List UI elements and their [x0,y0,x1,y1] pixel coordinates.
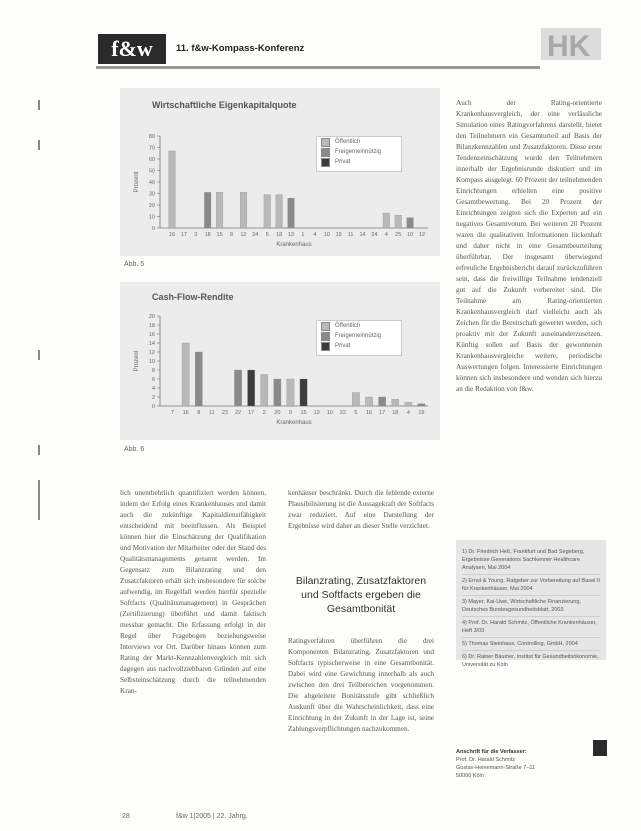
bar [287,379,294,406]
y-tick-label: 4 [151,386,155,392]
figure-caption: Abb. 5 [124,261,145,268]
x-tick-label: 19 [418,410,425,416]
x-tick-label: 25 [395,232,402,238]
bar [365,397,372,406]
x-tick-label: 2 [262,410,266,416]
x-tick-label: 12 [418,232,426,238]
x-tick-label: 18 [276,232,283,238]
middle-column-text [288,488,434,568]
x-tick-label: 20 [274,410,281,416]
x-tick-label: 4 [313,232,317,238]
legend-item-freigemeinnuetzig [317,331,401,341]
x-tick-label: 8 [197,410,201,416]
paragraph: Ratingverfahren überführen die drei Komponenten Bilanzrating, Zusatzfaktoren und Softfacts typischerweise in eine Gesamtbonität. Dabei wird eine Gewichtung innerhalb als auch zwischen den drei Teilbereichen vorgenommen. Die abgeleitete Bonitätsstufe gibt schließlich Auskunft über die Wahrscheinlichkeit, dass eine Einrichtung in der Zukunft in der Lage ist, seine Zahlungsverpflichtungen nachzukommen. [288,637,434,733]
end-marker [593,740,607,756]
bar [195,352,202,406]
x-tick-label: 22 [339,410,346,416]
bar [204,192,211,228]
bar [300,379,307,406]
bar [392,399,399,406]
x-axis-label: Krankenhaus [276,242,312,248]
x-tick-label: 23 [221,410,229,416]
bar [276,195,283,228]
y-axis-label: Prozent [134,350,140,372]
references-box [456,540,606,668]
bar [182,343,189,406]
chart-plot [120,88,440,256]
y-tick-label: 50 [148,168,155,175]
x-tick-label: 10 [326,410,333,416]
x-tick-label: 11 [208,410,215,416]
footer-text: f&w 1|2005 | 22. Jahrg. [176,813,248,820]
y-tick-label: 8 [151,368,155,374]
x-tick-label: 18 [204,232,211,238]
x-tick-label: 15 [300,410,307,416]
author-address [456,748,586,780]
paragraph: Auch der Rating-orientierte Krankenhausvergleich, der eine verlässliche Simulation eines Ratingverfahrens darstellt, bietet den Teilnehmern ein Gesamturteil auf Basis der Bilanzkennzahlen und Zusatzfaktoren. Diese erste Tendenzeinschätzung wurde den Teilnehmern innerhalb der Ergebnisrunde diskutiert und im Kompass ausgelegt. 60 Prozent der teilnehmenden Einrichtungen erhielten eine positive Gesamtbewertung. Bei 20 Prozent der Einrichtungen zeigten sich die Experten auf ein negatives Gesamtvotum. Bei weiteren 20 Prozent waren die qualitativen Informationen lückenhaft und daher nicht in eine Gesamtbeurteilung überführbar. Der insgesamt überwiegend erfreuliche Ergebnisbericht darauf zurückzuführen sein, dass die freiwillige Teilnahme tendenziell gut auf die Zukunft vorbereitet sind. Die Teilnahme am Rating-orientierten Krankenhausvergleich darf vielleicht auch als Zeichen für die Bereitschaft gewertet werden, sich proaktiv mit der Zukunft auseinanderzusetzen. Künftig sollen auf Basis der gewonnenen Krankenhausvergleiche weitere, periodische Auswertungen folgen. Interessierte Einrichtungen können sich insbesondere und wenden sich hierzu an die Redaktion von f&w. [456,99,602,393]
y-tick-label: 0 [151,404,155,410]
y-tick-label: 40 [148,180,155,186]
y-tick-label: 12 [148,350,155,356]
x-tick-label: 4 [406,410,410,416]
reference-item: 4) Prof. Dr. Harald Schmitz, Öffentliche Krankenhäuser, Heft 3/03 [462,617,600,638]
bar [395,215,402,228]
y-tick-label: 30 [148,191,155,198]
reference-item: 3) Mayer, Kai-Uwe, Wirtschaftliche Finanzierung, Deutsches Bundesgesundheitsblatt, 2003 [462,596,600,617]
x-tick-label: 10 [407,232,414,238]
x-tick-label: 10 [323,232,330,238]
legend-label: Freigemeinnützig [335,149,382,155]
y-tick-label: 0 [151,226,155,232]
x-tick-label: 22 [234,410,242,416]
bar [418,404,425,406]
svg-text:HK: HK [547,30,591,63]
chart-title: Wirtschaftliche Eigenkapitalquote [152,100,297,110]
x-tick-label: 16 [182,410,189,416]
reference-item: 6) Dr. Rainer Bäumer, Institut für Gesundheitsökonomie, Universität zu Köln [462,654,599,668]
reference-item: 1) Dr. Friedrich Heß, Frankfurt und Bad Segeberg, Ergebnisse Generations Sachkenner Healthcare Analysen, Mai 2004 [462,546,600,575]
x-tick-label: 5 [265,232,269,238]
legend-item-oeffentlich [317,137,401,147]
address-line: Gustav-Heinemann-Straße 7–11 [456,765,536,771]
bar [405,402,412,406]
x-tick-label: 14 [359,232,366,238]
reference-item: 5) Thomas Steinhaus, Controlling, GmbH, 2004 [462,638,600,651]
address-title: Anschrift für die Verfasser: [456,749,527,755]
legend-swatch [321,322,330,331]
y-tick-label: 60 [148,157,155,163]
chart-plot [120,282,440,440]
page-number: 28 [122,813,130,820]
bar [383,213,390,228]
left-column-text [120,488,266,800]
address-line: 50000 Köln [456,773,484,779]
figure-caption: Abb. 6 [124,446,145,453]
legend-swatch [321,138,330,147]
middle-column-text-2 [288,636,434,800]
legend-swatch [321,148,330,157]
x-axis-label: Krankenhaus [276,420,312,426]
bar [264,195,271,228]
y-tick-label: 16 [148,332,155,338]
y-tick-label: 80 [148,134,155,140]
fw-logo: f&w [98,34,166,64]
x-tick-label: 15 [216,232,223,238]
legend-item-privat [317,157,401,167]
legend-label: Privat [335,343,351,349]
hk-logo [533,20,603,64]
bar [274,379,281,406]
reference-item: 2) Ernst & Young, Ratgeber zur Vorbereitung auf Basel II für Krankenhäuser, Mai 2004 [462,575,600,596]
x-tick-label: 7 [171,410,175,416]
header-rule [96,66,540,69]
bar [352,393,359,407]
bar [248,370,255,406]
legend-swatch [321,342,330,351]
x-tick-label: 16 [168,232,176,238]
x-tick-label: 9 [288,410,292,416]
x-tick-label: 18 [392,410,399,416]
chart-eigenkapitalquote [120,88,440,256]
x-tick-label: 1 [301,232,305,238]
paragraph: lich unentbehrlich quantifiziert werden können, indem der Erfolg eines Krankenhauses und damit auch die zukünftige Kapitaldienstfähigkeit entscheidend mit beeinflussen. Als Beispiel können hier die Einschätzung der Qualifikation und Motivation der Mitarbeiter oder der Stand des Qualitätsmanagements genannt werden. Im Gegensatz zum Bilanzrating und den Zusatzfaktoren erhält sich insbesondere für solche aufwendig, im Regelfall werden hierfür spezielle Softfacts (Qualitätsmanagement) in Gesprächen (Zertifizierung) überführt und damit faktisch messbar gemacht. Die Erfassung erfolgt in der Regel über Fragebogen beziehungsweise Interviews vor Ort. Darüber hinaus können zum Rating der Markt-Kennzahlenvergleich mit sich dagegen aus nachvollziehbaren Gründen auf eine Selbsteinschätzung durch die teilnehmenden Kran- [120,489,266,695]
bar [169,151,176,228]
x-tick-label: 24 [371,232,378,238]
legend-label: Privat [335,159,351,165]
paragraph: kenhäuser beschränkt. Durch die fehlende externe Plausibilisierung ist die Aussagekraft der Softfacts zwar reduziert. Auf eine Darstellung der Ergebnisse wird daher an dieser Stelle verzichtet. [288,489,434,530]
conference-title: 11. f&w-Kompass-Konferenz [176,43,305,54]
y-tick-label: 20 [148,314,155,320]
bar [216,192,223,228]
x-tick-label: 17 [248,410,255,416]
x-tick-label: 17 [180,232,187,238]
right-column-text [456,98,602,518]
x-tick-label: 16 [365,410,373,416]
x-tick-label: 11 [347,232,354,238]
legend-swatch [321,158,330,167]
section-heading: Bilanzrating, Zusatzfaktoren und Softfacts ergeben die Gesamtbonität [295,575,427,615]
legend-label: Öffentlich [335,139,361,145]
legend-item-oeffentlich [317,321,401,331]
x-tick-label: 5 [354,410,358,416]
chart-legend [316,136,402,172]
chart-cashflow-rendite [120,282,440,440]
y-tick-label: 6 [151,377,155,383]
chart-legend [316,320,402,356]
y-tick-label: 10 [148,359,155,365]
x-tick-label: 17 [379,410,386,416]
legend-label: Freigemeinnützig [335,333,382,339]
legend-item-privat [317,341,401,351]
y-tick-label: 70 [148,145,155,152]
bar [240,192,247,228]
y-tick-label: 14 [148,341,155,347]
bar [379,397,386,406]
x-tick-label: 13 [287,232,295,238]
x-tick-label: 3 [194,232,198,238]
legend-label: Öffentlich [335,323,361,329]
bar [261,375,268,407]
x-tick-label: 19 [335,232,342,238]
y-tick-label: 2 [151,395,155,401]
x-tick-label: 24 [252,232,259,238]
x-tick-label: 13 [313,410,320,416]
bar [288,198,295,228]
bar [234,370,241,406]
x-tick-label: 12 [240,232,247,238]
legend-swatch [321,332,330,341]
bar [407,218,414,228]
y-tick-label: 10 [148,214,155,221]
legend-item-freigemeinnuetzig [317,147,401,157]
x-tick-label: 4 [384,232,388,238]
address-line: Prof. Dr. Harald Schmitz [456,757,515,763]
y-tick-label: 20 [148,203,155,209]
chart-title: Cash-Flow-Rendite [152,292,234,302]
y-axis-label: Prozent [134,171,140,193]
margin-marks [38,60,42,560]
y-tick-label: 18 [148,323,155,329]
x-tick-label: 8 [229,232,234,238]
